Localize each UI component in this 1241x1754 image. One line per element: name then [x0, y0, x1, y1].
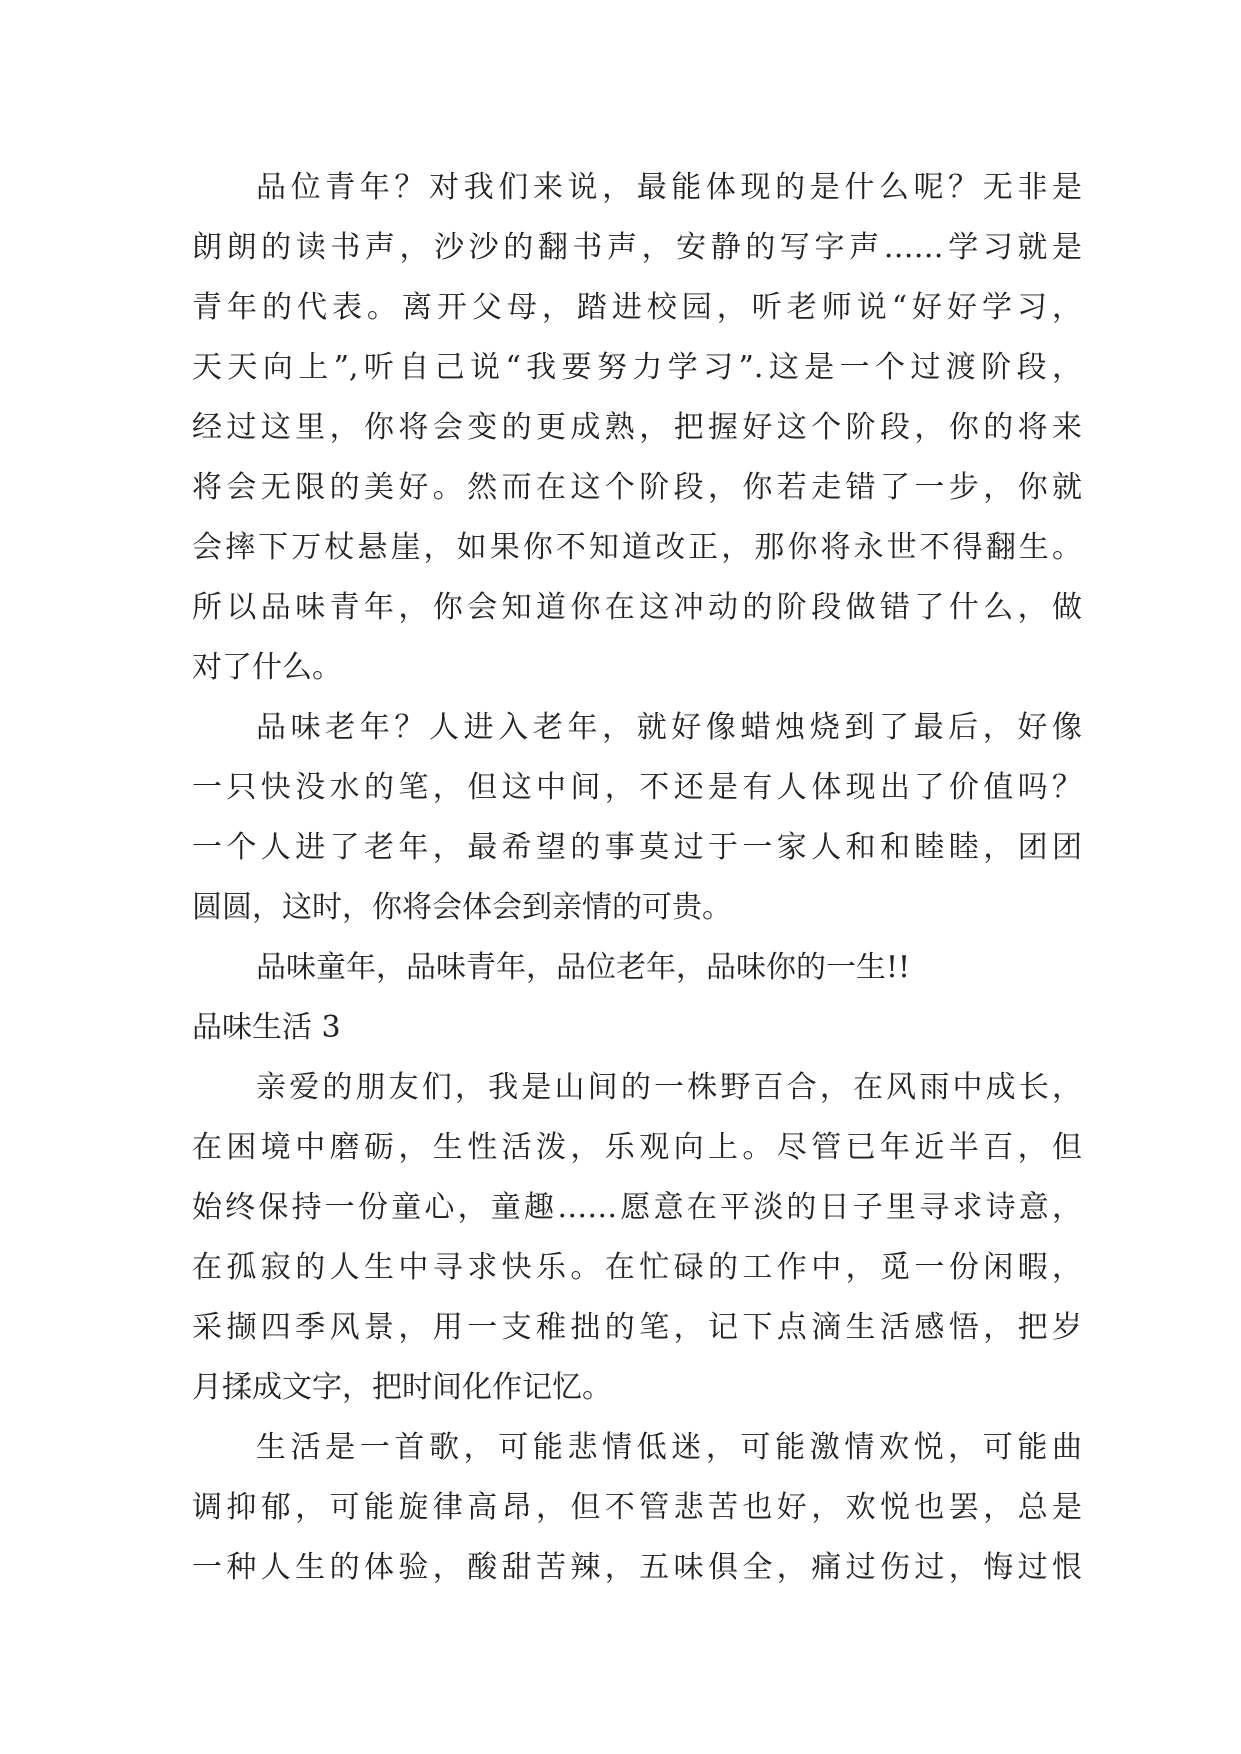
paragraph-line: 在孤寂的人生中寻求快乐。在忙碌的工作中，觅一份闲暇，	[192, 1250, 1082, 1285]
document-body	[192, 158, 1082, 1598]
paragraph-line: 对了什么。	[192, 650, 342, 685]
paragraph-line: 在困境中磨砺，生性活泼，乐观向上。尽管已年近半百，但	[192, 1130, 1082, 1165]
paragraph-line: 品位青年？对我们来说，最能体现的是什么呢？无非是	[256, 170, 1082, 205]
paragraph-line: 一个人进了老年，最希望的事莫过于一家人和和睦睦，团团	[192, 830, 1082, 865]
paragraph-line: 调抑郁，可能旋律高昂，但不管悲苦也好，欢悦也罢，总是	[192, 1490, 1082, 1525]
paragraph-line: 朗朗的读书声，沙沙的翻书声，安静的写字声……学习就是	[192, 230, 1082, 265]
paragraph-line: 采撷四季风景，用一支稚拙的笔，记下点滴生活感悟，把岁	[192, 1310, 1082, 1345]
paragraph-line: 品味童年，品味青年，品位老年，品味你的一生!!	[256, 950, 911, 985]
paragraph-line: 品味老年？人进入老年，就好像蜡烛烧到了最后，好像	[256, 710, 1082, 745]
paragraph-line: 生活是一首歌，可能悲情低迷，可能激情欢悦，可能曲	[256, 1430, 1082, 1465]
paragraph-line: 青年的代表。离开父母，踏进校园，听老师说“好好学习，	[192, 290, 1082, 325]
paragraph-line: 将会无限的美好。然而在这个阶段，你若走错了一步，你就	[192, 470, 1082, 505]
paragraph-line: 会摔下万杖悬崖，如果你不知道改正，那你将永世不得翻生。	[192, 530, 1082, 565]
paragraph-line: 经过这里，你将会变的更成熟，把握好这个阶段，你的将来	[192, 410, 1082, 445]
paragraph-line: 亲爱的朋友们，我是山间的一株野百合，在风雨中成长，	[256, 1070, 1082, 1105]
paragraph-line: 月揉成文字，把时间化作记忆。	[192, 1370, 612, 1405]
paragraph-line: 圆圆，这时，你将会体会到亲情的可贵。	[192, 890, 732, 925]
paragraph-line: 所以品味青年，你会知道你在这冲动的阶段做错了什么，做	[192, 590, 1082, 625]
paragraph-line: 一只快没水的笔，但这中间，不还是有人体现出了价值吗？	[192, 770, 1082, 805]
paragraph-line: 始终保持一份童心，童趣……愿意在平淡的日子里寻求诗意，	[192, 1190, 1082, 1225]
section-heading: 品味生活 3	[192, 1010, 341, 1045]
paragraph-line: 一种人生的体验，酸甜苦辣，五味俱全，痛过伤过，悔过恨	[192, 1550, 1082, 1585]
paragraph-line: 天天向上”,听自己说“我要努力学习”.这是一个过渡阶段，	[192, 350, 1082, 385]
